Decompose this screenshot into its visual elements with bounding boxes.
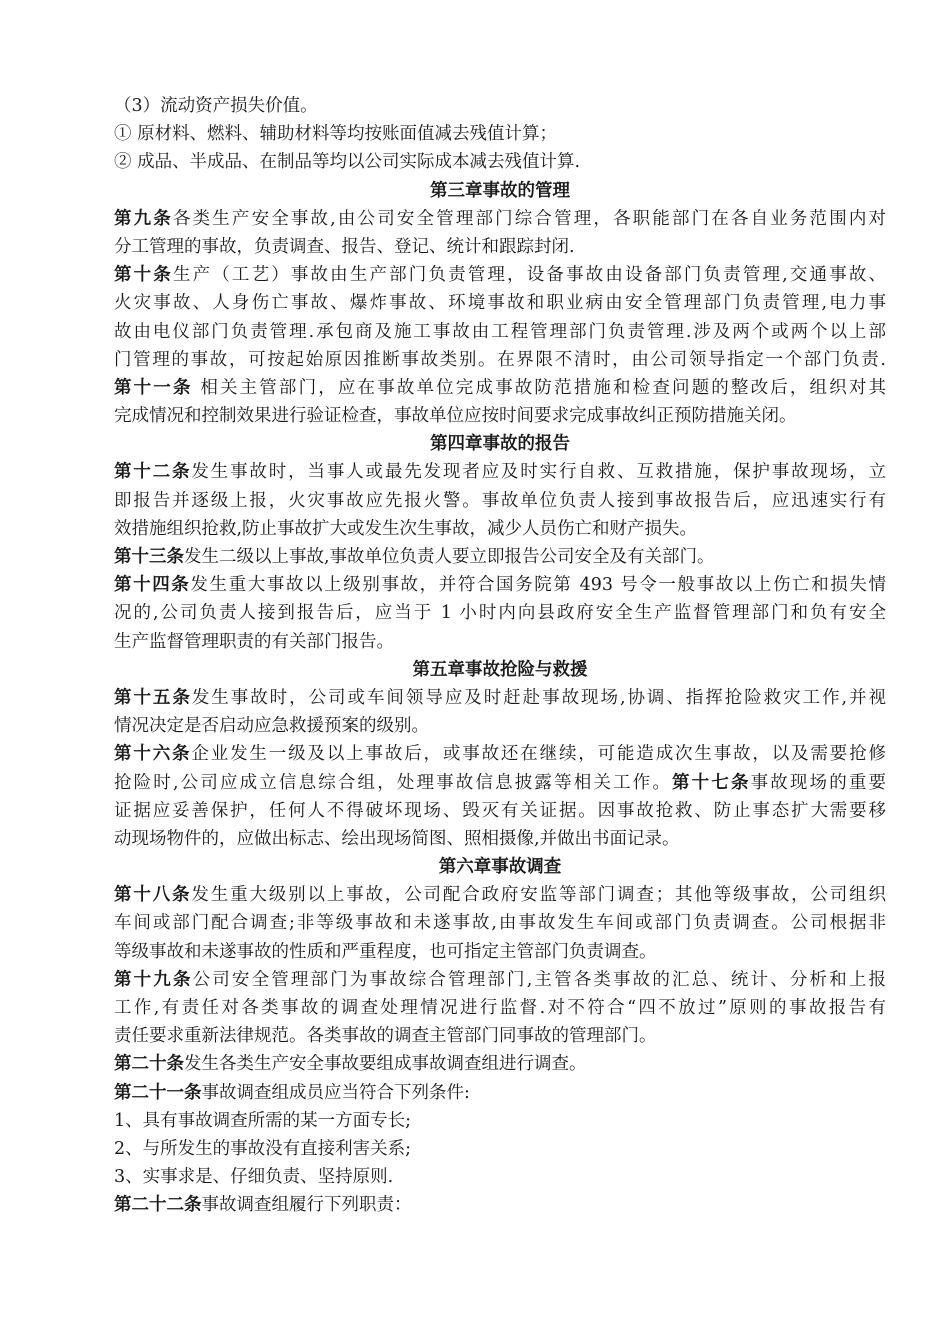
document-body bbox=[114, 92, 886, 1220]
article-label: 第十四条 bbox=[114, 575, 191, 596]
article-12-line bbox=[114, 487, 886, 515]
article-text: 相关主管部门，应在事故单位完成事故防范措施和检查问题的整改后，组织对其 bbox=[192, 377, 886, 398]
article-12-line bbox=[114, 458, 886, 486]
article-11-line bbox=[114, 374, 886, 402]
article-14-line bbox=[114, 628, 886, 656]
article-14-line bbox=[114, 599, 886, 627]
article-10-line bbox=[114, 289, 886, 317]
article-18-line bbox=[114, 938, 886, 966]
article-text: 动现场物件的，应做出标志、绘出现场简图、照相摄像,并做出书面记录。 bbox=[114, 828, 680, 849]
chapter-5-title: 第五章事故抢险与救援 bbox=[412, 659, 588, 680]
article-text: 况的,公司负责人接到报告后，应当于 1 小时内向县政府安全生产监督管理部门和负有安全 bbox=[114, 603, 886, 624]
list-item bbox=[114, 1163, 886, 1191]
article-17-line bbox=[114, 797, 886, 825]
article-20-line bbox=[114, 1050, 886, 1078]
article-label: 第二十一条 bbox=[114, 1082, 202, 1103]
article-label: 第十八条 bbox=[114, 885, 192, 906]
article-10-line bbox=[114, 318, 886, 346]
article-9-line bbox=[114, 233, 886, 261]
article-21-line bbox=[114, 1079, 886, 1107]
article-label: 第十九条 bbox=[114, 969, 193, 990]
article-text: 事故现场的重要 bbox=[750, 772, 886, 793]
article-text: 发生重大级别以上事故，公司配合政府安监等部门调查；其他等级事故，公司组织 bbox=[191, 885, 886, 906]
article-text: 发生事故时，公司或车间领导应及时赶赴事故现场,协调、指挥抢险救灾工作,并视 bbox=[191, 687, 886, 708]
article-text: 企业发生一级及以上事故后，或事故还在继续，可能造成次生事故，以及需要抢修 bbox=[191, 744, 886, 765]
article-text: 生产（工艺）事故由生产部门负责管理，设备事故由设备部门负责管理,交通事故、 bbox=[172, 265, 886, 286]
article-text: 即报告并逐级上报，火灾事故应先报火警。事故单位负责人接到事故报告后，应迅速实行有 bbox=[114, 490, 886, 511]
article-text: 发生各类生产安全事故要组成事故调查组进行调查。 bbox=[184, 1054, 587, 1075]
article-label: 第十五条 bbox=[114, 687, 192, 708]
article-9-line bbox=[114, 205, 886, 233]
article-15-line bbox=[114, 712, 886, 740]
article-label: 第十一条 bbox=[114, 377, 193, 398]
article-15-line bbox=[114, 684, 886, 712]
article-text: 完成情况和控制效果进行验证检查，事故单位应按时间要求完成事故纠正预防措施关闭。 bbox=[114, 406, 797, 427]
chapter-3-title: 第三章事故的管理 bbox=[430, 180, 570, 201]
article-text: 分工管理的事故，负责调查、报告、登记、统计和跟踪封闭. bbox=[114, 236, 575, 257]
list-item bbox=[114, 1135, 886, 1163]
list-item-text: 1、具有事故调查所需的某一方面专长; bbox=[114, 1110, 412, 1131]
article-16-line bbox=[114, 740, 886, 768]
article-text: 车间或部门配合调查;非等级事故和未遂事故,由事故发生车间或部门负责调查。公司根据非 bbox=[114, 913, 886, 934]
article-19-line bbox=[114, 994, 886, 1022]
article-label: 第九条 bbox=[114, 208, 173, 229]
article-text: 证据应妥善保护，任何人不得破坏现场、毁灭有关证据。因事故抢救、防止事态扩大需要移 bbox=[114, 800, 886, 821]
article-label: 第二十条 bbox=[114, 1054, 184, 1075]
article-label: 第二十二条 bbox=[114, 1195, 202, 1216]
item-3 bbox=[114, 92, 886, 120]
article-text: 门管理的事故，可按起始原因推断事故类别。在界限不清时，由公司领导指定一个部门负责. bbox=[114, 349, 886, 370]
item-3-1 bbox=[114, 120, 886, 148]
article-text: 公司安全管理部门为事故综合管理部门,主管各类事故的汇总、统计、分析和上报 bbox=[192, 969, 886, 990]
article-text: 事故调查组成员应当符合下列条件: bbox=[201, 1082, 470, 1103]
article-10-line bbox=[114, 261, 886, 289]
article-12-line bbox=[114, 515, 886, 543]
article-label: 第十七条 bbox=[671, 772, 751, 793]
article-text: 发生二级以上事故,事故单位负责人要立即报告公司安全及有关部门。 bbox=[184, 547, 715, 567]
article-label: 第十三条 bbox=[114, 547, 184, 567]
list-item-text: 3、实事求是、仔细负责、坚持原则. bbox=[114, 1167, 394, 1188]
list-item-text: 2、与所发生的事故没有直接利害关系; bbox=[114, 1138, 412, 1159]
chapter-4-title: 第四章事故的报告 bbox=[430, 434, 570, 455]
chapter-6-title: 第六章事故调查 bbox=[438, 857, 562, 878]
article-17-line bbox=[114, 825, 886, 853]
article-text: 发生重大事故以上级别事故，并符合国务院第 493 号令一般事故以上伤亡和损失情 bbox=[190, 575, 886, 596]
article-text: 情况决定是否启动应急救援预案的级别。 bbox=[114, 716, 429, 737]
item-3-2 bbox=[114, 148, 886, 176]
article-text: 故由电仪部门负责管理.承包商及施工事故由工程管理部门负责管理.涉及两个或两个以上部 bbox=[114, 321, 886, 342]
article-18-line bbox=[114, 881, 886, 909]
article-text: 事故调查组履行下列职责： bbox=[201, 1195, 412, 1216]
article-22-line bbox=[114, 1191, 886, 1219]
list-item bbox=[114, 1107, 886, 1135]
article-18-line bbox=[114, 909, 886, 937]
article-text: 各类生产安全事故,由公司安全管理部门综合管理，各职能部门在各自业务范围内对 bbox=[172, 208, 886, 229]
article-text: 发生事故时，当事人或最先发现者应及时实行自救、互救措施，保护事故现场，立 bbox=[191, 462, 886, 483]
article-label: 第十条 bbox=[114, 265, 173, 286]
article-text: 等级事故和未遂事故的性质和严重程度，也可指定主管部门负责调查。 bbox=[114, 941, 657, 962]
article-11-line bbox=[114, 402, 886, 430]
article-text: 效措施组织抢救,防止事故扩大或发生次生事故，减少人员伤亡和财产损失。 bbox=[114, 518, 698, 539]
article-text: 生产监督管理职责的有关部门报告。 bbox=[114, 631, 394, 652]
article-19-line bbox=[114, 1022, 886, 1050]
article-text: 责任要求重新法律规范。各类事故的调查主管部门同事故的管理部门。 bbox=[114, 1026, 657, 1047]
article-label: 第十二条 bbox=[114, 462, 192, 483]
article-19-line bbox=[114, 966, 886, 994]
article-text: 抢险时,公司应成立信息综合组，处理事故信息披露等相关工作。 bbox=[114, 772, 672, 793]
item-text: （3）流动资产损失价值。 bbox=[114, 96, 318, 116]
article-10-line bbox=[114, 346, 886, 374]
article-13-line bbox=[114, 543, 886, 571]
article-text: 火灾事故、人身伤亡事故、爆炸事故、环境事故和职业病由安全管理部门负责管理,电力事 bbox=[114, 293, 886, 314]
article-16-17-line bbox=[114, 769, 886, 797]
article-label: 第十六条 bbox=[114, 744, 192, 765]
item-text: ① 原材料、燃料、辅助材料等均按账面值减去残值计算； bbox=[114, 124, 558, 145]
item-text: ② 成品、半成品、在制品等均以公司实际成本减去残值计算. bbox=[114, 152, 581, 173]
article-text: 工作,有责任对各类事故的调查处理情况进行监督.对不符合“四不放过”原则的事故报告有 bbox=[114, 998, 886, 1018]
article-14-line bbox=[114, 571, 886, 599]
